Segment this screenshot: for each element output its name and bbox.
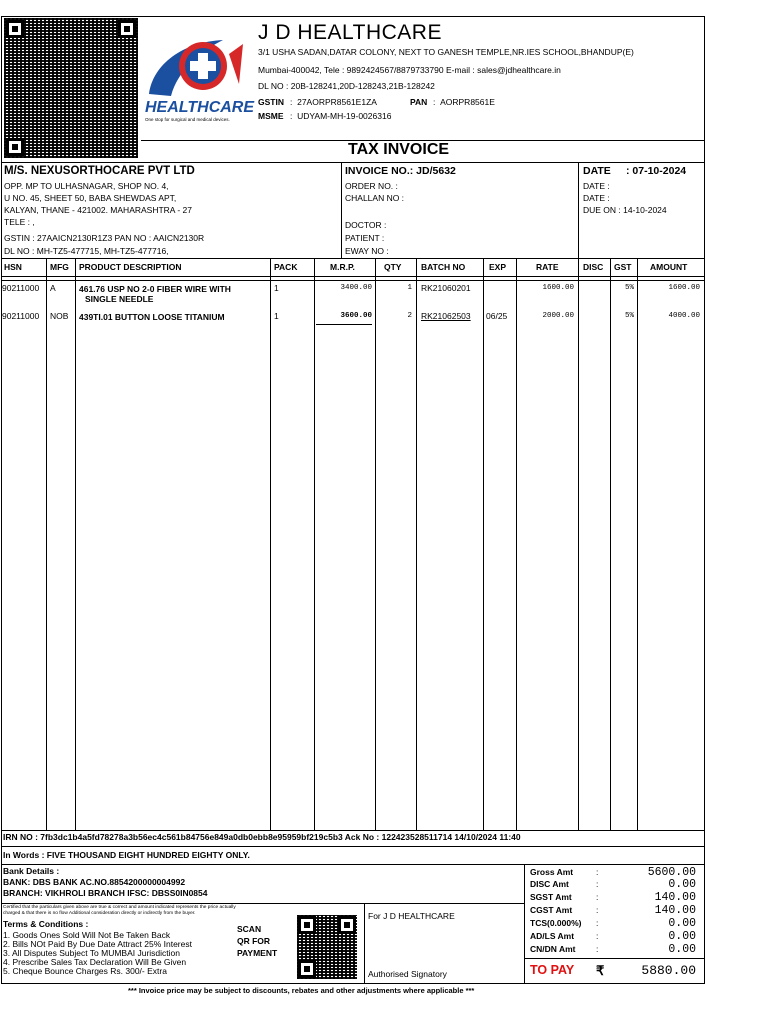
term-5: 5. Cheque Bounce Charges Rs. 300/- Extra bbox=[3, 966, 167, 976]
doctor: DOCTOR : bbox=[345, 220, 387, 230]
buyer-tele: TELE : , bbox=[4, 217, 35, 227]
total-label: Gross Amt bbox=[530, 867, 574, 877]
col-amount: AMOUNT bbox=[650, 262, 688, 272]
company-gstin-label: GSTIN bbox=[258, 97, 284, 107]
total-label: TCS(0.000%) bbox=[530, 918, 582, 928]
row-rate: 1600.00 bbox=[542, 284, 574, 292]
col-hsn: HSN bbox=[4, 262, 22, 272]
total-value: 5600.00 bbox=[647, 866, 696, 879]
col-mrp: M.R.P. bbox=[330, 262, 355, 272]
term-4: 4. Prescribe Sales Tax Declaration Will Be Given bbox=[3, 957, 187, 967]
row-gst: 5% bbox=[624, 284, 634, 292]
row-description: 461.76 USP NO 2-0 FIBER WIRE WITH bbox=[79, 284, 231, 294]
col-rate: RATE bbox=[536, 262, 559, 272]
company-gstin: : 27AORPR8561E1ZA bbox=[290, 97, 377, 107]
to-pay-label: TO PAY bbox=[530, 963, 575, 977]
row-mfg: NOB bbox=[50, 311, 69, 321]
invoice-date: : 07-10-2024 bbox=[626, 165, 687, 177]
term-2: 2. Bills NOt Paid By Due Date Attract 25% Interest bbox=[3, 939, 192, 949]
total-label: CGST Amt bbox=[530, 905, 573, 915]
company-dl-no: DL NO : 20B-128241,20D-128243,21B-128242 bbox=[258, 81, 435, 91]
company-msme-label: MSME bbox=[258, 111, 284, 121]
company-address: 3/1 USHA SADAN,DATAR COLONY, NEXT TO GANESH TEMPLE,NR.IES SCHOOL,BHANDUP(E) bbox=[258, 47, 634, 57]
signatory-label: Authorised Signatory bbox=[368, 969, 447, 979]
total-value: 0.00 bbox=[668, 878, 696, 891]
col-batch: BATCH NO bbox=[421, 262, 466, 272]
total-value: 0.00 bbox=[668, 930, 696, 943]
company-msme: : UDYAM-MH-19-0026316 bbox=[290, 111, 392, 121]
date-3: DATE : bbox=[583, 193, 610, 203]
company-contact: Mumbai-400042, Tele : 9892424567/8879733790 E-mail : sales@jdhealthcare.in bbox=[258, 65, 561, 75]
row-gst: 5% bbox=[624, 312, 634, 320]
col-exp: EXP bbox=[489, 262, 507, 272]
col-gst: GST bbox=[614, 262, 632, 272]
logo-wordmark: HEALTHCARE bbox=[145, 99, 255, 116]
total-label: SGST Amt bbox=[530, 892, 572, 902]
row-mrp: 3400.00 bbox=[340, 284, 372, 292]
footer-note: *** Invoice price may be subject to discounts, rebates and other adjustments where applicable *** bbox=[128, 986, 475, 995]
rupee-icon: ₹ bbox=[596, 963, 605, 978]
row-rate: 2000.00 bbox=[542, 312, 574, 320]
irn-line: IRN NO : 7fb3dc1b4a5fd78278a3b56ec4c561b84756e849a0db0ebb8e95959bf219c5b3 Ack No : 122423528511714 14/10/2024 11:40 bbox=[3, 832, 521, 842]
invoice-number: INVOICE NO.: JD/5632 bbox=[345, 165, 456, 177]
col-qty: QTY bbox=[384, 262, 402, 272]
row-batch: RK21062503 bbox=[421, 311, 471, 321]
row-amount: 4000.00 bbox=[668, 312, 700, 320]
date-2: DATE : bbox=[583, 181, 610, 191]
buyer-address-3: KALYAN, THANE - 421002. MAHARASHTRA - 27 bbox=[4, 205, 193, 215]
amount-in-words: In Words : FIVE THOUSAND EIGHT HUNDRED EIGHTY ONLY. bbox=[3, 850, 250, 860]
patient: PATIENT : bbox=[345, 233, 385, 243]
total-label: AD/LS Amt bbox=[530, 931, 575, 941]
logo-tagline: One stop for surgical and medical devices. bbox=[145, 117, 230, 122]
total-value: 0.00 bbox=[668, 943, 696, 956]
buyer-dl-no: DL NO : MH-TZ5-477715, MH-TZ5-477716, bbox=[4, 246, 169, 256]
invoice-date-label: DATE bbox=[583, 165, 611, 177]
due-on: DUE ON : 14-10-2024 bbox=[583, 205, 667, 215]
col-description: PRODUCT DESCRIPTION bbox=[79, 262, 182, 272]
bank-account: BANK: DBS BANK AC.NO.8854200000004992 bbox=[3, 877, 186, 887]
scan-line-1: SCAN bbox=[237, 924, 262, 934]
total-value: 140.00 bbox=[654, 891, 696, 904]
total-value: 0.00 bbox=[668, 917, 696, 930]
company-name: J D HEALTHCARE bbox=[258, 21, 442, 44]
buyer-address-2: U NO. 45, SHEET 50, BABA SHEWDAS APT, bbox=[4, 193, 177, 203]
doc-title: TAX INVOICE bbox=[348, 141, 450, 158]
row-mrp: 3600.00 bbox=[340, 312, 372, 320]
row-hsn: 90211000 bbox=[2, 311, 40, 321]
order-no: ORDER NO. : bbox=[345, 181, 398, 191]
bank-branch: BRANCH: VIKHROLI BRANCH IFSC: DBSS0IN0854 bbox=[3, 888, 208, 898]
row-description: 439TI.01 BUTTON LOOSE TITANIUM bbox=[79, 312, 225, 322]
row-exp: 06/25 bbox=[486, 311, 508, 321]
signatory-for: For J D HEALTHCARE bbox=[368, 911, 455, 921]
row-qty: 2 bbox=[407, 312, 412, 320]
total-label: CN/DN Amt bbox=[530, 944, 576, 954]
row-pack: 1 bbox=[274, 311, 279, 321]
total-label: DISC Amt bbox=[530, 879, 569, 889]
row-batch: RK21060201 bbox=[421, 283, 471, 293]
challan-no: CHALLAN NO : bbox=[345, 193, 405, 203]
buyer-gstin-pan: GSTIN : 27AAICN2130R1Z3 PAN NO : AAICN2130R bbox=[4, 233, 205, 243]
row-mfg: A bbox=[50, 283, 56, 293]
to-pay-value: 5880.00 bbox=[641, 963, 696, 978]
term-1: 1. Goods Ones Sold Will Not Be Taken Back bbox=[3, 930, 171, 940]
buyer-name: M/S. NEXUSORTHOCARE PVT LTD bbox=[4, 165, 195, 177]
term-3: 3. All Disputes Subject To MUMBAI Jurisdiction bbox=[3, 948, 180, 958]
col-pack: PACK bbox=[274, 262, 298, 272]
company-pan: : AORPR8561E bbox=[433, 97, 495, 107]
certify-line-1: Certified that the particulars given above are true & correct and amount indicated represents the price actually bbox=[3, 905, 236, 910]
row-qty: 1 bbox=[407, 284, 412, 292]
row-hsn: 90211000 bbox=[2, 283, 40, 293]
eway-no: EWAY NO : bbox=[345, 246, 389, 256]
buyer-address-1: OPP. MP TO ULHASNAGAR, SHOP NO. 4, bbox=[4, 181, 169, 191]
col-disc: DISC bbox=[583, 262, 604, 272]
row-pack: 1 bbox=[274, 283, 279, 293]
row-description-2: SINGLE NEEDLE bbox=[85, 294, 154, 304]
total-value: 140.00 bbox=[654, 904, 696, 917]
payment-qr-code[interactable] bbox=[297, 915, 357, 979]
row-amount: 1600.00 bbox=[668, 284, 700, 292]
terms-title: Terms & Conditions : bbox=[3, 919, 89, 929]
bank-title: Bank Details : bbox=[3, 866, 60, 876]
col-mfg: MFG bbox=[50, 262, 69, 272]
scan-line-3: PAYMENT bbox=[237, 948, 278, 958]
certify-line-2: charged & that there is no flow Additional consideration directly or indirectly from the buyer. bbox=[3, 911, 196, 916]
scan-line-2: QR FOR bbox=[237, 936, 271, 946]
company-pan-label: PAN bbox=[410, 97, 428, 107]
